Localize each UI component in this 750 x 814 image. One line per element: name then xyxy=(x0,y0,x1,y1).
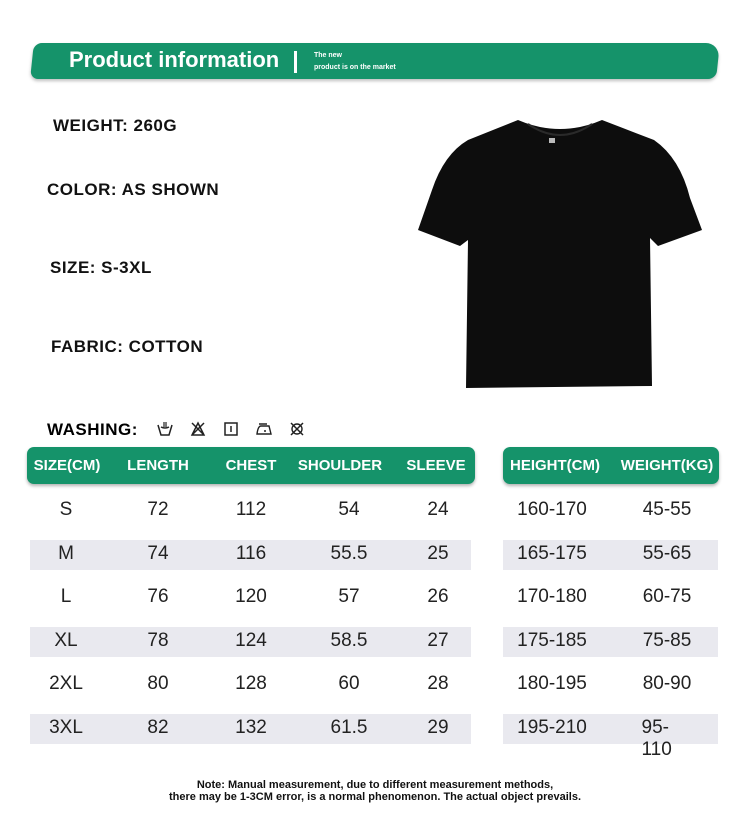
size-table-row xyxy=(30,670,471,700)
measurement-note: Note: Manual measurement, due to different measurement methods, there may be 1-3CM error, is a normal phenomenon. The actual object prevails. xyxy=(168,779,581,803)
table-cell: 116 xyxy=(235,542,267,564)
table-cell: 95-110 xyxy=(641,717,672,760)
fit-table-row xyxy=(503,540,718,570)
tumble-dry-icon xyxy=(223,421,239,437)
do-not-bleach-icon xyxy=(190,421,206,437)
tshirt-image xyxy=(418,118,702,390)
table-cell: 57 xyxy=(338,586,360,608)
table-cell: L xyxy=(60,586,72,608)
table-cell: 124 xyxy=(235,629,267,651)
table-cell: 160-170 xyxy=(517,499,587,520)
table-cell: 2XL xyxy=(49,673,83,695)
table-cell: 54 xyxy=(338,499,360,520)
size-table-row xyxy=(30,540,471,570)
table-cell: 80-90 xyxy=(642,673,692,695)
table-cell: 82 xyxy=(147,717,169,738)
table-cell: S xyxy=(59,499,73,520)
banner-divider xyxy=(294,51,297,73)
table-cell: 170-180 xyxy=(517,586,587,608)
table-cell: 28 xyxy=(427,673,449,695)
table-cell: 78 xyxy=(147,629,169,651)
table-cell: 175-185 xyxy=(517,629,587,651)
table-cell: 74 xyxy=(147,542,169,564)
size-table-row xyxy=(30,714,471,744)
spec-size: SIZE: S-3XL xyxy=(50,258,152,277)
table-cell: 26 xyxy=(427,586,449,608)
table-cell: 195-210 xyxy=(517,717,587,738)
table-cell: 3XL xyxy=(49,717,83,738)
table-cell: 60 xyxy=(338,673,360,695)
table-cell: 120 xyxy=(235,586,267,608)
fit-table-row xyxy=(503,583,718,613)
table-cell: 60-75 xyxy=(642,586,692,608)
table-cell: 128 xyxy=(235,673,267,695)
size-table-header: SIZE(CM) LENGTH CHEST SHOULDER SLEEVE xyxy=(27,447,475,484)
banner-title: Product information xyxy=(69,47,280,72)
fit-table-row xyxy=(503,714,718,760)
banner-subtitle: The new product is on the market xyxy=(314,52,396,71)
table-cell: 75-85 xyxy=(642,629,692,651)
table-cell: 61.5 xyxy=(330,717,368,738)
table-cell: 165-175 xyxy=(517,542,587,564)
spec-weight: WEIGHT: 260G xyxy=(53,116,178,135)
spec-color: COLOR: AS SHOWN xyxy=(47,180,220,199)
table-cell: 180-195 xyxy=(517,673,587,695)
fit-table-header: HEIGHT(CM) WEIGHT(KG) xyxy=(503,447,719,484)
table-cell: 72 xyxy=(147,499,169,520)
table-cell: M xyxy=(58,542,74,564)
size-table-row xyxy=(30,496,471,526)
table-cell: 25 xyxy=(427,542,449,564)
washing-label: WASHING: xyxy=(47,420,138,439)
table-cell: 55-65 xyxy=(642,542,692,564)
hand-wash-icon xyxy=(157,421,173,437)
fit-table-row xyxy=(503,627,718,657)
table-cell: 80 xyxy=(147,673,169,695)
iron-icon xyxy=(256,421,272,437)
size-table-row xyxy=(30,627,471,657)
table-cell: 29 xyxy=(427,717,449,738)
table-cell: 24 xyxy=(427,499,449,520)
table-cell: 58.5 xyxy=(330,629,368,651)
do-not-dry-clean-icon xyxy=(289,421,305,437)
table-cell: 27 xyxy=(427,629,449,651)
table-cell: 45-55 xyxy=(642,499,692,520)
size-table-row xyxy=(30,583,471,613)
fit-table-row xyxy=(503,496,718,526)
table-cell: XL xyxy=(54,629,78,651)
table-cell: 112 xyxy=(235,499,267,520)
table-cell: 76 xyxy=(147,586,169,608)
table-cell: 132 xyxy=(235,717,267,738)
fit-table-row xyxy=(503,670,718,700)
spec-fabric: FABRIC: COTTON xyxy=(51,337,204,356)
table-cell: 55.5 xyxy=(330,542,368,564)
